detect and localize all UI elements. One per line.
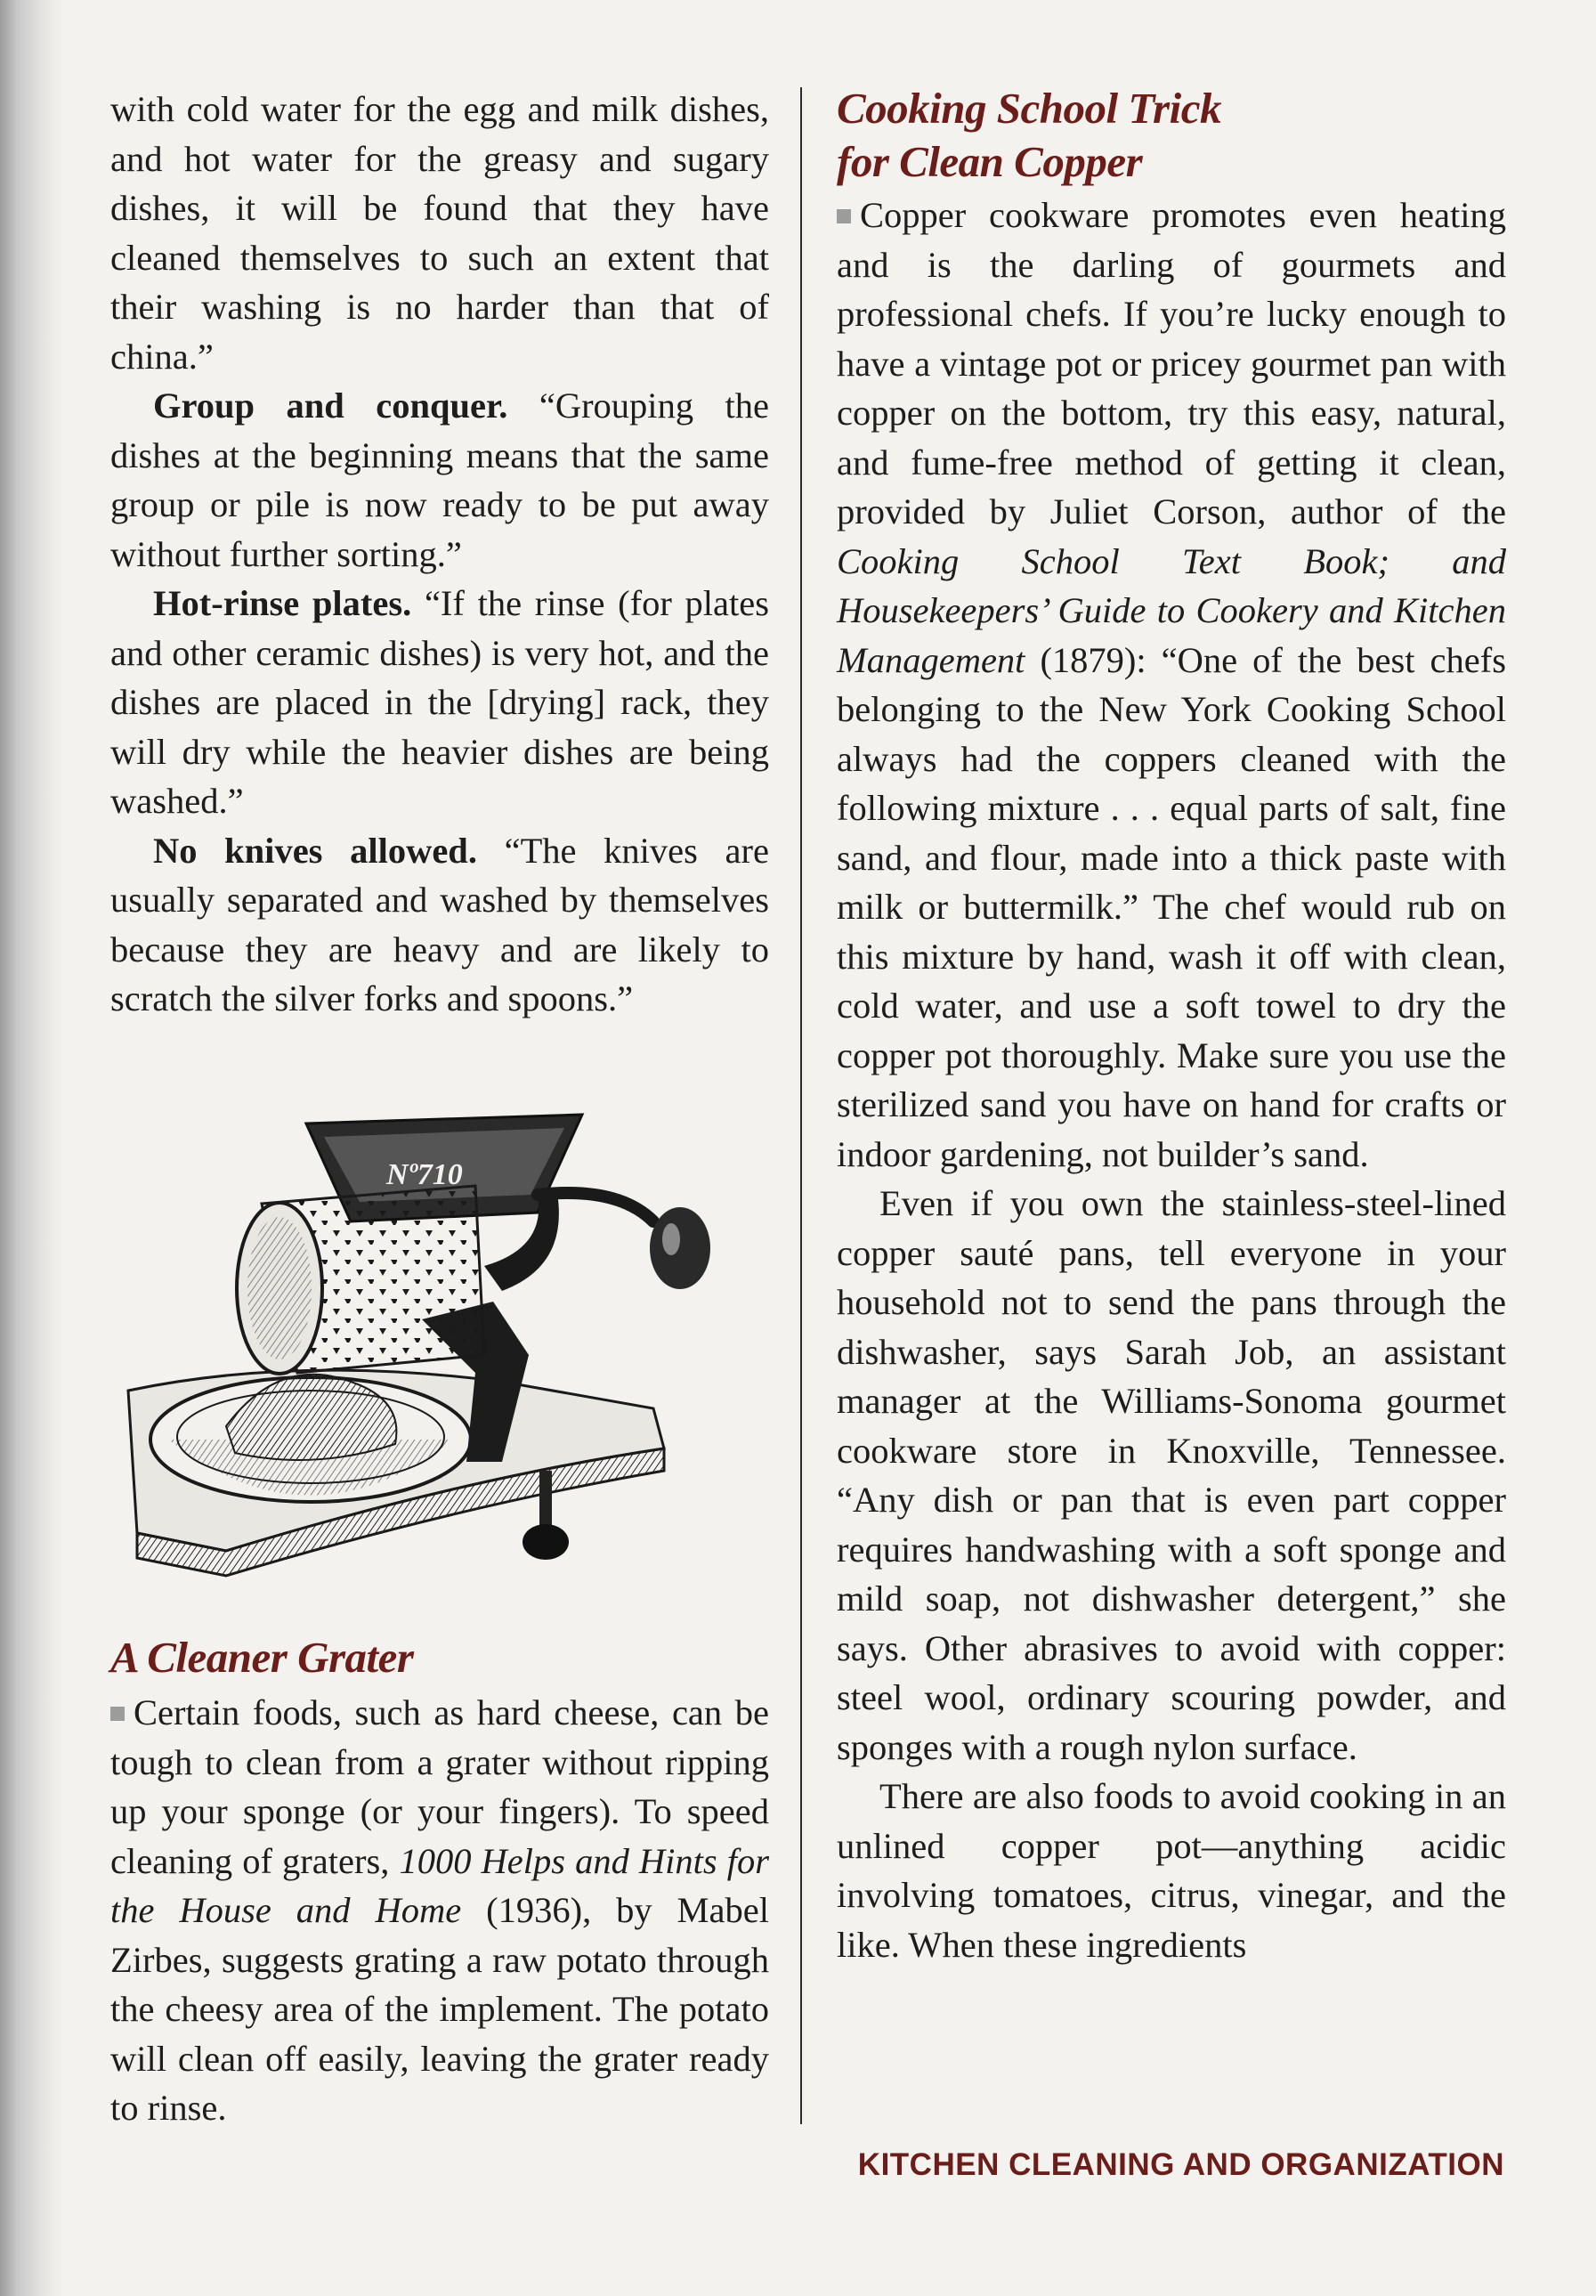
tip-lead: Group and conquer. [153, 385, 508, 426]
section-heading: A Cleaner Grater [110, 1633, 414, 1682]
copper-paragraph-3: There are also foods to avoid cooking in an unlined copper pot—anything acidic involving tomatoes, citrus, vinegar, and the like. When these ingredients [837, 1776, 1506, 1965]
copper-paragraph-1: Copper cookware promotes even heating and is the darling of gourmets and professional chefs. If you’re lucky enough to have a vintage pot or pricey gourmet pan with copper on the bottom, try this easy, natural, and fume-free method of getting it clean, provided by Juliet Corson, author of the Cooking School Text Book; and Housekeepers’ Guide to Cookery and Kitchen Management (1879): “One of the best chefs belonging to the New York Cooking School always had the coppers cleaned with the following mixture . . . equal parts of salt, fine sand, and flour, made into a thick paste with milk or buttermilk.” The chef would rub on this mixture by hand, wash it off with clean, cold water, and use a soft towel to dry the copper pot thoroughly. Make sure you use the sterilized sand you have on hand for crafts or indoor gardening, not builder’s sand. [837, 195, 1506, 1174]
tip-lead: Hot-rinse plates. [153, 583, 412, 623]
tip-lead: No knives allowed. [153, 830, 477, 871]
running-footer: KITCHEN CLEANING AND ORGANIZATION [857, 2147, 1504, 2182]
square-bullet-icon [837, 209, 851, 223]
rotary-grater-illustration [119, 1088, 778, 1597]
column-rule [800, 87, 802, 2124]
book-title: 1000 Helps and Hints for the House and Home [110, 1840, 770, 1930]
copper-paragraph-2: Even if you own the stainless-steel-lined copper sauté pans, tell everyone in your household not to send the pans through the dishwasher, says Sarah Job, an assistant manager at the Williams-Sonoma gourmet cookware store in Knoxville, Tennessee. “Any dish or pan that is even part copper requires handwashing with a soft sponge and mild soap, not dishwasher detergent,” she says. Other abrasives to avoid with copper: steel wool, ordinary scouring powder, and sponges with a rough nylon surface. [837, 1183, 1506, 1767]
left-column [110, 85, 769, 1024]
model-number-label: Nº710 [386, 1158, 463, 1191]
page-gutter-shadow [0, 0, 62, 2296]
square-bullet-icon [110, 1707, 125, 1721]
tip-group-and-conquer [110, 381, 769, 579]
right-column [837, 82, 1506, 1969]
grater-paragraph: Certain foods, such as hard cheese, can be tough to clean from a grater without ripping up your sponge (or your fingers). To speed cleaning of graters, 1000 Helps and Hints for the House and Home (1936), by Mabel Zirbes, suggests grating a raw potato through the cheesy area of the implement. The potato will clean off easily, leaving the grater ready to rinse. [110, 1692, 770, 2128]
tip-hot-rinse-plates [110, 579, 769, 826]
grater-section [110, 1631, 769, 2133]
section-heading: Cooking School Trick for Clean Copper [837, 84, 1221, 186]
continued-paragraph: with cold water for the egg and milk dishes, and hot water for the greasy and sugary dishes, it will be found that they have cleaned themselves to such an extent that their washing is no harder than that of china.” [110, 89, 769, 377]
book-title: Cooking School Text Book; and Housekeepers’ Guide to Cookery and Kitchen Management [837, 540, 1506, 680]
tip-text: “Grouping the dishes at the beginning means that the same group or pile is now ready to be put away without further sorting.” [110, 385, 769, 574]
tip-text: “The knives are usually separated and washed by themselves because they are heavy and are likely to scratch the silver forks and spoons.” [110, 830, 769, 1018]
tip-text: “If the rinse (for plates and other ceramic dishes) is very hot, and the dishes are placed in the [drying] rack, they will dry while the heavier dishes are being washed.” [110, 583, 769, 821]
tip-no-knives [110, 826, 769, 1024]
